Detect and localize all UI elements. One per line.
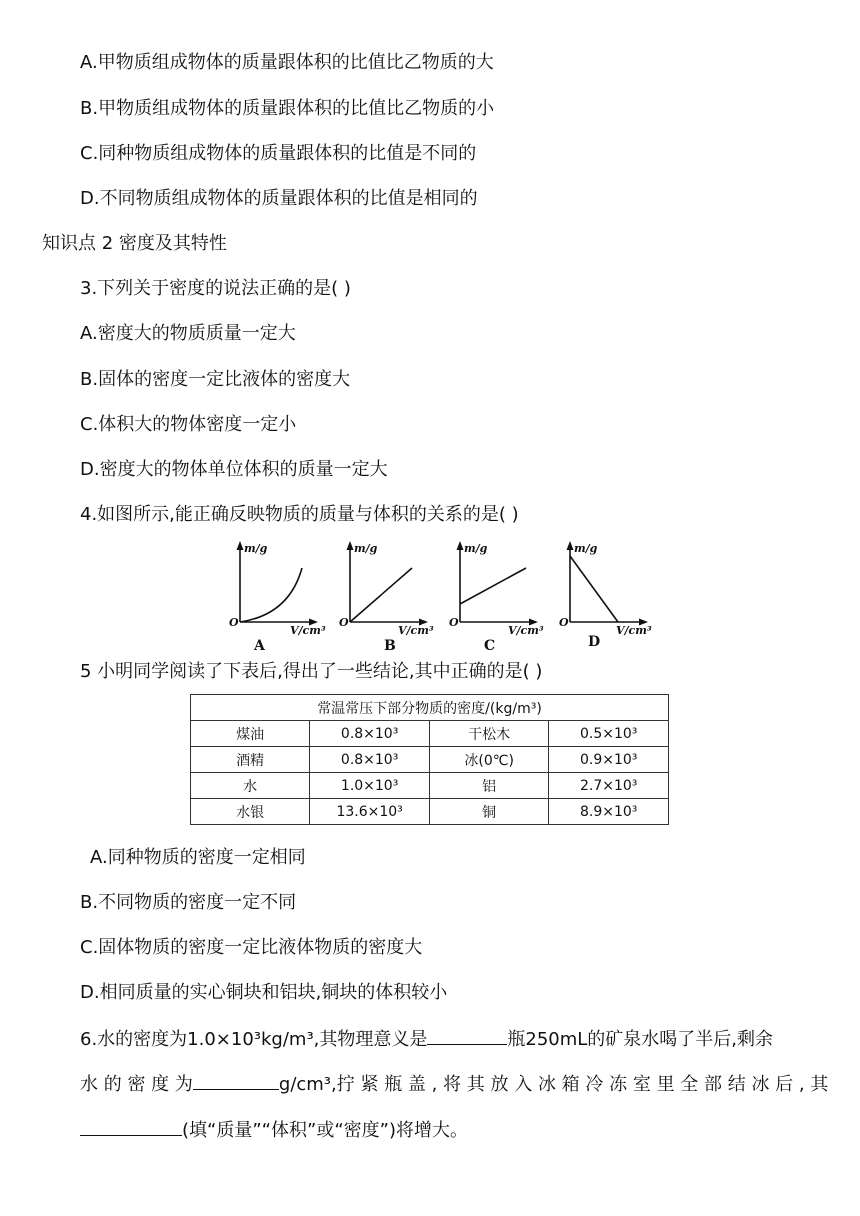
q6-line3 <box>80 1117 468 1143</box>
table-row <box>191 721 669 747</box>
q3-stem: 3.下列关于密度的说法正确的是( ) <box>80 278 351 299</box>
table-cell: 铝 <box>429 773 548 799</box>
graph-d-y-label: m/g <box>574 542 598 555</box>
q3-option-a: A.密度大的物质质量一定大 <box>80 323 296 344</box>
table-cell: 8.9×10³ <box>549 799 669 825</box>
graph-c-x-label: V/cm³ <box>508 624 544 637</box>
table-cell: 13.6×10³ <box>310 799 430 825</box>
table-cell: 铜 <box>429 799 548 825</box>
graph-d-origin: O <box>559 616 569 629</box>
table-cell: 酒精 <box>191 747 310 773</box>
table-cell: 0.9×10³ <box>549 747 669 773</box>
table-row <box>191 747 669 773</box>
graph-a-x-label: V/cm³ <box>290 624 326 637</box>
q6-line1-text-a: 6.水的密度为1.0×10³kg/m³,其物理意义是 <box>80 1029 428 1050</box>
table-title: 常温常压下部分物质的密度/(kg/m³) <box>191 695 669 721</box>
q5-option-b: B.不同物质的密度一定不同 <box>80 892 297 913</box>
q2-option-a: A.甲物质组成物体的质量跟体积的比值比乙物质的大 <box>80 52 494 73</box>
table-cell: 干松木 <box>429 721 548 747</box>
graph-b-y-label: m/g <box>354 542 378 555</box>
q6-line2-text-b: g/cm³,拧 紧 瓶 盖 , 将 其 放 入 冰 箱 冷 冻 室 里 全 部 结 冰 后 , 其 <box>278 1074 829 1095</box>
table-cell: 2.7×10³ <box>549 773 669 799</box>
q5-stem: 5 小明同学阅读了下表后,得出了一些结论,其中正确的是( ) <box>80 661 543 682</box>
table-cell: 0.8×10³ <box>310 747 430 773</box>
graph-c-letter: C <box>484 638 496 650</box>
density-table <box>190 694 669 825</box>
q2-option-b: B.甲物质组成物体的质量跟体积的比值比乙物质的小 <box>80 98 495 119</box>
graph-c <box>442 538 552 650</box>
table-cell: 0.8×10³ <box>310 721 430 747</box>
graph-b-letter: B <box>384 638 396 650</box>
q6-line1-text-b: 瓶250mL的矿泉水喝了半后,剩余 <box>507 1029 774 1050</box>
q6-answer-blank-3[interactable] <box>80 1117 182 1136</box>
graph-b <box>332 538 442 650</box>
graph-d-x-label: V/cm³ <box>616 624 652 637</box>
q5-option-a: A.同种物质的密度一定相同 <box>90 847 306 868</box>
table-cell: 煤油 <box>191 721 310 747</box>
q6-line2-text-a: 水 的 密 度 为 <box>80 1074 193 1095</box>
table-cell: 1.0×10³ <box>310 773 430 799</box>
q4-stem: 4.如图所示,能正确反映物质的质量与体积的关系的是( ) <box>80 504 519 525</box>
q2-option-c: C.同种物质组成物体的质量跟体积的比值是不同的 <box>80 143 477 164</box>
graph-a-origin: O <box>229 616 239 629</box>
section-heading: 知识点 2 密度及其特性 <box>42 233 227 254</box>
graph-d-line <box>570 556 618 622</box>
graph-a-curve <box>240 568 302 622</box>
q6-answer-blank-2[interactable] <box>193 1071 279 1090</box>
table-title-row <box>191 695 669 721</box>
graph-c-line <box>460 568 526 604</box>
q6-line1 <box>80 1026 773 1052</box>
graph-c-y-label: m/g <box>464 542 488 555</box>
q6-answer-blank-1[interactable] <box>427 1026 507 1045</box>
q5-option-c: C.固体物质的密度一定比液体物质的密度大 <box>80 937 423 958</box>
q6-line3-text-b: (填“质量”“体积”或“密度”)将增大。 <box>182 1120 468 1141</box>
q5-option-d: D.相同质量的实心铜块和铝块,铜块的体积较小 <box>80 982 448 1003</box>
q6-line2 <box>80 1071 828 1097</box>
table-cell: 水银 <box>191 799 310 825</box>
graph-d <box>552 538 662 650</box>
graph-c-origin: O <box>449 616 459 629</box>
graph-a-y-label: m/g <box>244 542 268 555</box>
table-row <box>191 773 669 799</box>
q2-option-d: D.不同物质组成物体的质量跟体积的比值是相同的 <box>80 188 478 209</box>
q3-option-d: D.密度大的物体单位体积的质量一定大 <box>80 459 388 480</box>
q3-option-c: C.体积大的物体密度一定小 <box>80 414 297 435</box>
graph-a-letter: A <box>254 638 265 650</box>
graph-b-x-label: V/cm³ <box>398 624 434 637</box>
graph-b-line <box>350 568 412 622</box>
q3-option-b: B.固体的密度一定比液体的密度大 <box>80 369 351 390</box>
graph-b-origin: O <box>339 616 349 629</box>
table-cell: 冰(0℃) <box>429 747 548 773</box>
graph-d-letter: D <box>588 634 601 650</box>
table-cell: 水 <box>191 773 310 799</box>
table-cell: 0.5×10³ <box>549 721 669 747</box>
graph-a <box>222 538 332 650</box>
q4-graphs <box>222 538 662 650</box>
table-row <box>191 799 669 825</box>
